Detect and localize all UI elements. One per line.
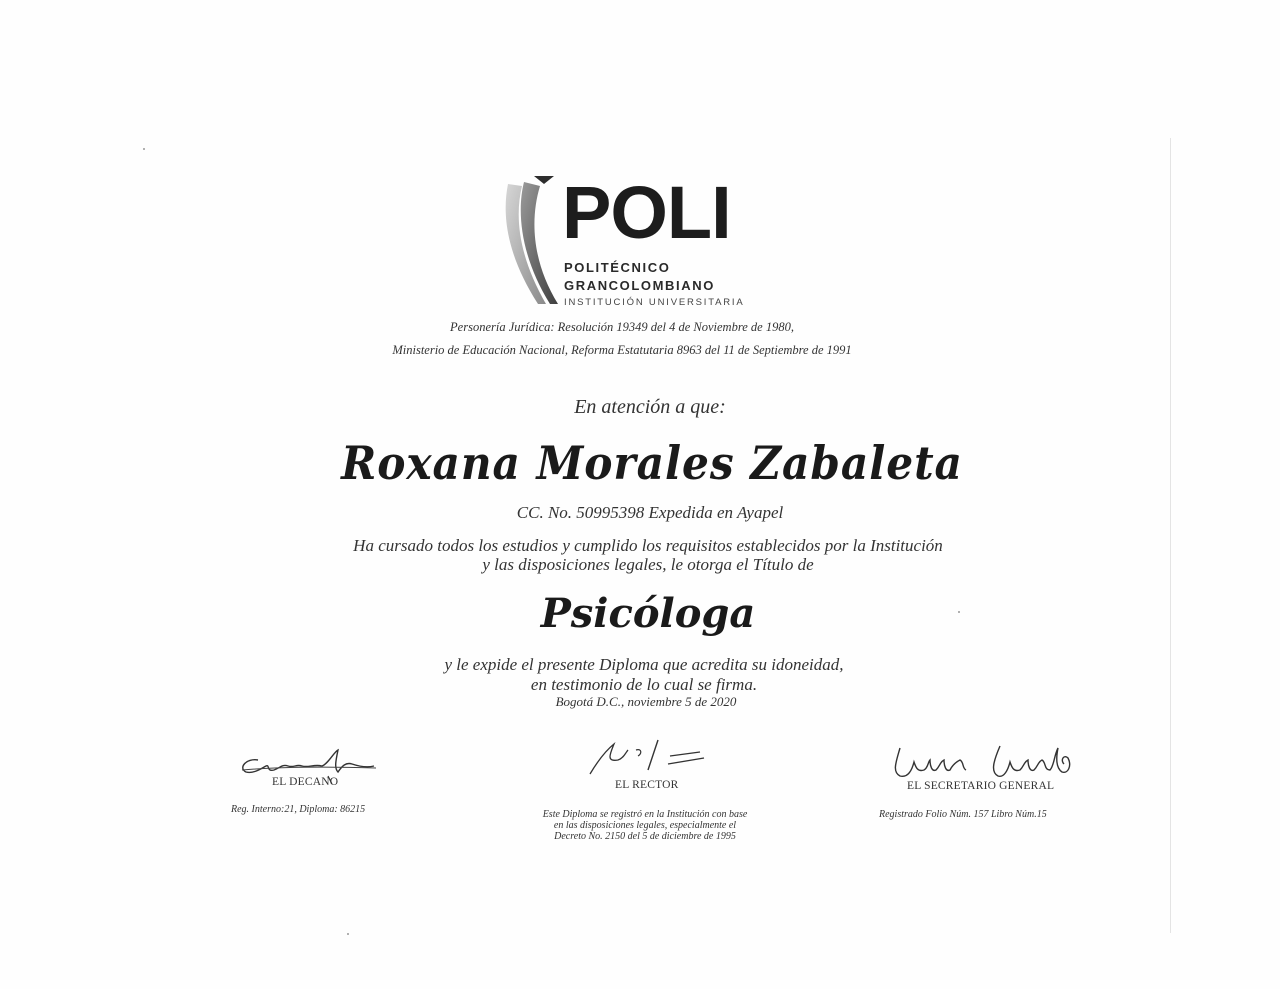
folio-registry-note: Registrado Folio Núm. 157 Libro Núm.15 xyxy=(879,809,1047,820)
attention-heading: En atención a que: xyxy=(574,396,726,418)
closing-text-line1: y le expide el presente Diploma que acredita su idoneidad, xyxy=(444,655,844,674)
degree-title: Psicóloga xyxy=(540,590,756,637)
recipient-name: Roxana Morales Zabaleta xyxy=(341,436,963,490)
secretary-general-role-label: EL SECRETARIO GENERAL xyxy=(907,780,1055,792)
logo-emblem-icon xyxy=(500,174,570,309)
registration-legal-note-line3: Decreto No. 2150 del 5 de diciembre de 1995 xyxy=(554,831,736,842)
logo-institution-name-line1: POLITÉCNICO xyxy=(564,260,671,275)
logo-institution-name-line2: GRANCOLOMBIANO xyxy=(564,278,715,293)
logo-wordmark: POLI xyxy=(562,171,731,254)
scan-speck xyxy=(143,148,145,150)
requirements-text-line1: Ha cursado todos los estudios y cumplido los requisitos establecidos por la Institución xyxy=(353,536,943,555)
recipient-id-line: CC. No. 50995398 Expedida en Ayapel xyxy=(516,503,784,522)
requirements-text-line2: y las disposiciones legales, le otorga el Título de xyxy=(482,555,814,574)
internal-registry-note: Reg. Interno:21, Diploma: 86215 xyxy=(231,804,366,815)
closing-text-line2: en testimonio de lo cual se firma. xyxy=(530,675,758,694)
place-and-date: Bogotá D.C., noviembre 5 de 2020 xyxy=(555,694,737,709)
secretary-general-signature xyxy=(886,742,1081,784)
registration-legal-note-line2: en las disposiciones legales, especialmente el xyxy=(553,820,737,831)
registration-legal-note-line1: Este Diploma se registró en la Institución con base xyxy=(542,809,748,820)
rector-role-label: EL RECTOR xyxy=(615,779,679,791)
legal-status-line2: Ministerio de Educación Nacional, Reforma Estatutaria 8963 del 11 de Septiembre de 1991 xyxy=(392,343,852,357)
scan-speck xyxy=(347,933,349,935)
registration-legal-note xyxy=(520,809,770,842)
institution-logo xyxy=(500,171,760,314)
legal-status-line1: Personería Jurídica: Resolución 19349 del 4 de Noviembre de 1980, xyxy=(450,320,794,334)
rector-signature xyxy=(584,738,709,778)
dean-role-label: EL DECANO xyxy=(272,776,339,788)
logo-institution-type: INSTITUCIÓN UNIVERSITARIA xyxy=(564,297,745,308)
